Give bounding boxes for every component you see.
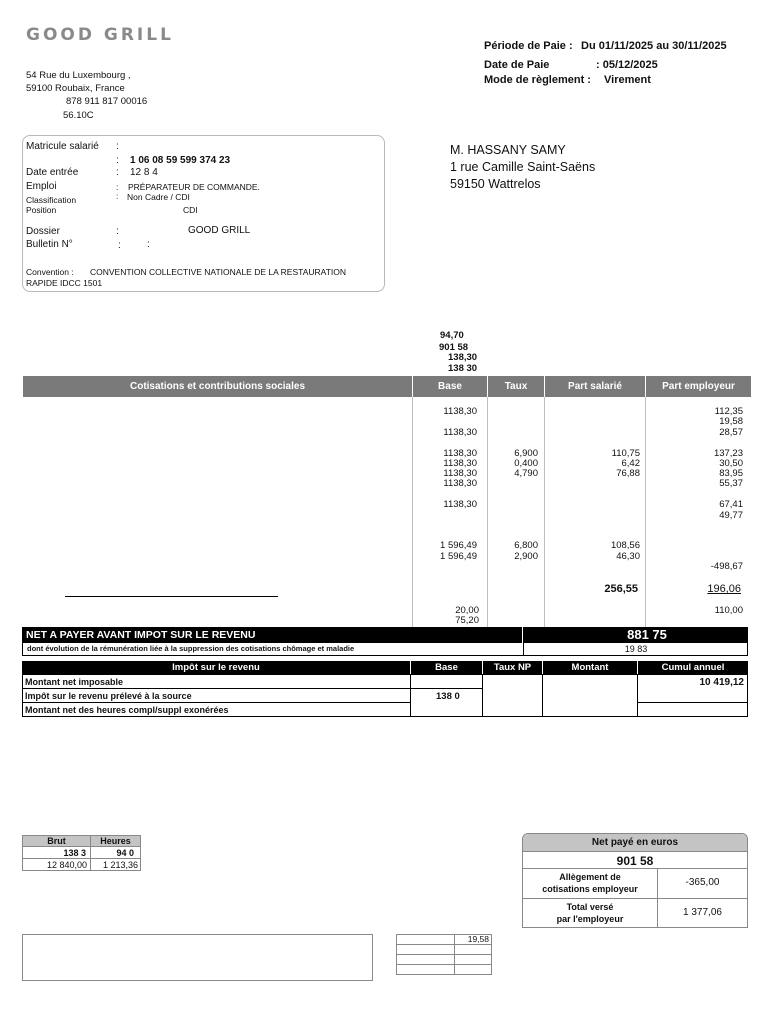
bulletin-label: Bulletin N° bbox=[26, 239, 73, 250]
total-verse-label-line2: par l'employeur bbox=[556, 914, 624, 924]
matricule-colon: : bbox=[116, 141, 119, 152]
position-label: Position bbox=[26, 205, 57, 215]
evolution-row bbox=[22, 643, 748, 656]
company-address-line1: 54 Rue du Luxembourg , bbox=[26, 70, 131, 81]
cotisations-table-header bbox=[23, 376, 751, 397]
pay-date-label: Date de Paie bbox=[484, 59, 550, 71]
allegement-label bbox=[523, 871, 657, 895]
cumul-heures-annual: 1 213,36 bbox=[90, 858, 141, 871]
row-taux: 4,790 bbox=[514, 468, 538, 479]
summary-value-3: 138,30 bbox=[448, 352, 478, 363]
bulletin-colon-1: : bbox=[118, 240, 121, 251]
classification-colon: : bbox=[116, 191, 119, 201]
cumul-brut-annual: 12 840,00 bbox=[22, 858, 91, 871]
employee-name: M. HASSANY SAMY bbox=[450, 143, 566, 157]
row-employeur: 19,58 bbox=[719, 416, 743, 427]
summary-value-1: 94,70 bbox=[440, 330, 464, 341]
row-divider bbox=[23, 688, 410, 689]
small-table-value: 19,58 bbox=[467, 934, 489, 944]
cumul-table bbox=[22, 835, 141, 872]
summary-value-4: 138 30 bbox=[448, 363, 478, 374]
company-naf: 56.10C bbox=[63, 110, 94, 121]
row-employeur: 28,57 bbox=[719, 427, 743, 438]
row-employeur: 49,77 bbox=[719, 510, 743, 521]
company-logo: GOOD GRILL bbox=[26, 25, 174, 45]
payment-mode-value: Virement bbox=[604, 74, 651, 86]
row-employeur: 83,95 bbox=[719, 468, 743, 479]
pay-date-value: : 05/12/2025 bbox=[596, 59, 658, 71]
impot-montant-cell bbox=[542, 674, 638, 717]
allegement-label-line2: cotisations employeur bbox=[542, 884, 638, 894]
extra-employeur: 110,00 bbox=[714, 605, 743, 616]
cumul-heures-current: 94 0 bbox=[90, 846, 141, 859]
total-part-salarie: 256,55 bbox=[604, 583, 638, 595]
row-base: 1 596,49 bbox=[440, 540, 477, 551]
impot-table bbox=[22, 661, 748, 717]
dossier-label: Dossier bbox=[26, 226, 60, 237]
impot-col-base: Base bbox=[411, 661, 482, 674]
row-employeur: -498,67 bbox=[710, 561, 743, 572]
row-divider bbox=[411, 688, 482, 689]
row-taux: 6,900 bbox=[514, 448, 538, 459]
impot-taux-cell bbox=[482, 674, 543, 717]
date-entree-colon: : bbox=[116, 167, 119, 178]
column-divider bbox=[645, 397, 646, 627]
cumul-heures-header: Heures bbox=[90, 835, 141, 847]
column-divider bbox=[544, 397, 545, 627]
col-cotisations: Cotisations et contributions sociales bbox=[129, 381, 306, 392]
col-part-employeur: Part employeur bbox=[645, 376, 751, 397]
row-base: 1138,30 bbox=[443, 427, 477, 438]
row-salarie: 108,56 bbox=[610, 540, 640, 551]
bottom-small-table bbox=[396, 934, 492, 975]
pay-period-label: Période de Paie : bbox=[484, 40, 573, 52]
row-base: 1138,30 bbox=[443, 448, 477, 459]
emploi-label: Emploi bbox=[26, 181, 57, 192]
evolution-value: 19 83 bbox=[523, 643, 748, 655]
row-employeur: 30,50 bbox=[719, 458, 743, 469]
total-verse-label bbox=[523, 901, 657, 925]
dossier-value: GOOD GRILL bbox=[188, 225, 251, 236]
impot-col-montant: Montant bbox=[543, 661, 637, 674]
cumul-brut-header: Brut bbox=[22, 835, 91, 847]
impot-col-taux: Taux NP bbox=[483, 661, 542, 674]
company-address-line2: 59100 Roubaix, France bbox=[26, 83, 125, 94]
row-salarie: 6,42 bbox=[621, 458, 640, 469]
row-taux: 6,800 bbox=[514, 540, 538, 551]
net-avant-impot-bar bbox=[22, 627, 748, 643]
row-taux: 2,900 bbox=[514, 551, 538, 562]
position-value: CDI bbox=[183, 205, 198, 215]
row-employeur: 137,23 bbox=[713, 448, 743, 459]
total-verse-value: 1 377,06 bbox=[683, 907, 722, 918]
impot-base-value: 138 0 bbox=[436, 691, 460, 702]
ss-colon: : bbox=[116, 155, 119, 166]
matricule-label: Matricule salarié bbox=[26, 141, 99, 152]
row-employeur: 67,41 bbox=[719, 499, 743, 510]
classification-label: Classification bbox=[26, 195, 77, 205]
net-paye-header: Net payé en euros bbox=[523, 834, 747, 851]
net-imposable-label: Montant net imposable bbox=[25, 677, 124, 687]
row-salarie: 110,75 bbox=[611, 448, 640, 459]
row-base: 1138,30 bbox=[443, 499, 477, 510]
evolution-label: dont évolution de la rémunération liée à la suppression des cotisations chômage et maladie bbox=[27, 644, 355, 653]
separator-line bbox=[65, 596, 278, 597]
row-taux: 0,400 bbox=[514, 458, 538, 469]
small-table-hdivider bbox=[396, 944, 492, 945]
col-base: Base bbox=[412, 376, 487, 397]
column-divider bbox=[412, 397, 413, 627]
employee-city: 59150 Wattrelos bbox=[450, 177, 541, 191]
cumul-annuel-value: 10 419,12 bbox=[699, 677, 744, 688]
allegement-label-line1: Allègement de bbox=[559, 872, 621, 882]
col-part-salarie: Part salarié bbox=[544, 376, 645, 397]
allegement-value: -365,00 bbox=[685, 877, 720, 888]
row-base: 1 596,49 bbox=[440, 551, 477, 562]
convention-value: CONVENTION COLLECTIVE NATIONALE DE LA RESTAURATION bbox=[90, 267, 346, 277]
heures-exonerees-label: Montant net des heures compl/suppl exonérées bbox=[25, 705, 229, 715]
total-part-employeur: 196,06 bbox=[707, 583, 741, 595]
company-siret: 878 911 817 00016 bbox=[66, 96, 148, 107]
pay-period-value: Du 01/11/2025 au 30/11/2025 bbox=[581, 40, 727, 52]
convention-label: Convention : bbox=[26, 267, 74, 277]
row-base: 1138,30 bbox=[443, 468, 477, 479]
comments-box bbox=[22, 934, 373, 981]
date-entree-label: Date entrée bbox=[26, 167, 79, 178]
summary-value-2: 901 58 bbox=[439, 342, 469, 353]
convention-line2: RAPIDE IDCC 1501 bbox=[26, 278, 103, 288]
emploi-value: PRÉPARATEUR DE COMMANDE. bbox=[128, 182, 260, 192]
row-divider bbox=[638, 702, 747, 703]
net-divider bbox=[522, 627, 523, 643]
row-salarie: 46,30 bbox=[616, 551, 640, 562]
cumul-brut-current: 138 3 bbox=[22, 846, 91, 859]
emploi-colon: : bbox=[116, 182, 119, 192]
col-taux: Taux bbox=[487, 376, 544, 397]
net-avant-impot-label: NET A PAYER AVANT IMPOT SUR LE REVENU bbox=[26, 629, 256, 641]
extra-base-1: 20,00 bbox=[455, 605, 479, 616]
impot-col-cumul: Cumul annuel bbox=[638, 661, 748, 674]
row-base: 1138,30 bbox=[443, 406, 477, 417]
row-employeur: 112,35 bbox=[714, 406, 743, 417]
classification-value: Non Cadre / CDI bbox=[127, 192, 190, 202]
row-employeur: 55,37 bbox=[719, 478, 743, 489]
social-security-number: 1 06 08 59 599 374 23 bbox=[130, 155, 231, 166]
impot-col-label: Impôt sur le revenu bbox=[22, 661, 410, 674]
net-paye-box bbox=[522, 833, 748, 928]
extra-base-2: 75,20 bbox=[455, 615, 479, 626]
column-divider bbox=[487, 397, 488, 627]
payment-mode-label: Mode de règlement : bbox=[484, 74, 591, 86]
row-divider bbox=[23, 702, 410, 703]
net-paye-row-divider bbox=[523, 898, 747, 899]
impot-preleve-label: Impôt sur le revenu prélevé à la source bbox=[25, 691, 192, 701]
small-table-hdivider bbox=[396, 954, 492, 955]
small-table-hdivider bbox=[396, 964, 492, 965]
row-base: 1138,30 bbox=[443, 458, 477, 469]
dossier-colon: : bbox=[116, 226, 119, 237]
total-verse-label-line1: Total versé bbox=[566, 902, 614, 912]
bulletin-colon-2: : bbox=[147, 239, 150, 250]
row-base: 1138,30 bbox=[443, 478, 477, 489]
net-paye-value: 901 58 bbox=[523, 851, 747, 869]
date-entree-value: 12 8 4 bbox=[130, 167, 158, 178]
row-salarie: 76,88 bbox=[616, 468, 640, 479]
employee-info-box bbox=[22, 135, 385, 292]
employee-street: 1 rue Camille Saint-Saëns bbox=[450, 160, 596, 174]
net-avant-impot-value: 881 75 bbox=[627, 627, 667, 642]
